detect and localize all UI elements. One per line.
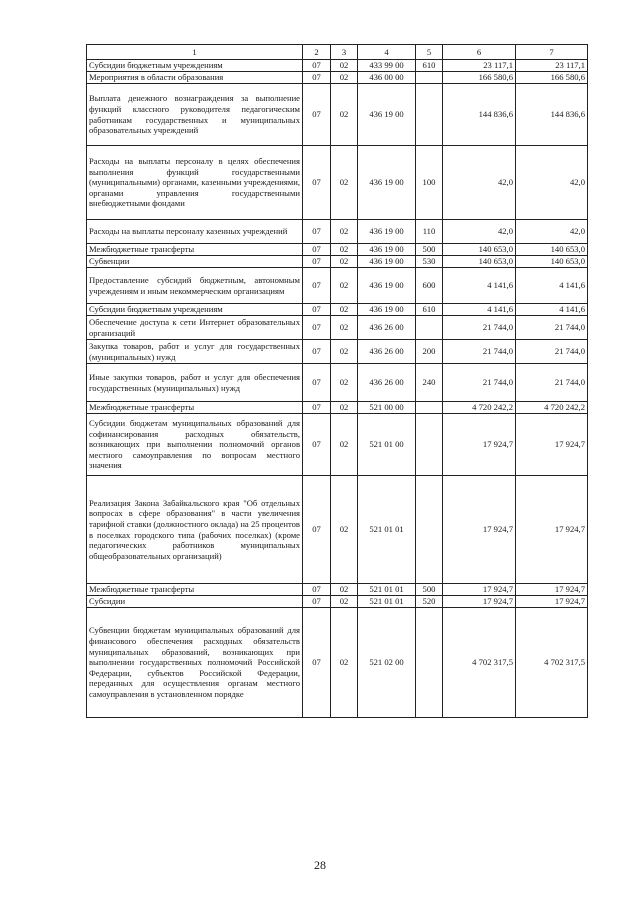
row-name: Иные закупки товаров, работ и услуг для обеспечения государственных (муниципальных) нужд	[87, 364, 303, 402]
row-target-article: 436 19 00	[358, 84, 416, 146]
row-amount-1: 4 702 317,5	[443, 608, 516, 718]
row-subsection: 02	[331, 340, 358, 364]
row-expense-type: 520	[416, 596, 443, 608]
row-target-article: 521 00 00	[358, 402, 416, 414]
row-subsection: 02	[331, 316, 358, 340]
row-section: 07	[303, 244, 331, 256]
row-subsection: 02	[331, 256, 358, 268]
row-amount-1: 42,0	[443, 220, 516, 244]
row-name: Мероприятия в области образования	[87, 72, 303, 84]
row-subsection: 02	[331, 84, 358, 146]
row-subsection: 02	[331, 268, 358, 304]
row-name: Расходы на выплаты персоналу казенных учреждений	[87, 220, 303, 244]
row-target-article: 436 19 00	[358, 146, 416, 220]
table-row	[87, 316, 588, 340]
header-cell: 2	[303, 45, 331, 60]
row-expense-type	[416, 402, 443, 414]
row-subsection: 02	[331, 402, 358, 414]
table-row	[87, 608, 588, 718]
row-target-article: 436 26 00	[358, 364, 416, 402]
row-expense-type	[416, 84, 443, 146]
row-name: Межбюджетные трансферты	[87, 244, 303, 256]
header-row	[87, 45, 588, 60]
table-row	[87, 476, 588, 584]
row-amount-1: 21 744,0	[443, 340, 516, 364]
row-name: Субвенции	[87, 256, 303, 268]
row-amount-1: 17 924,7	[443, 596, 516, 608]
row-name: Расходы на выплаты персоналу в целях обеспечения выполнения функций государственными (муниципальными) органами, казенными учреждениями, органами управления государственными внебюджетными фондами	[87, 146, 303, 220]
row-amount-1: 144 836,6	[443, 84, 516, 146]
row-amount-2: 4 720 242,2	[516, 402, 588, 414]
budget-table	[86, 44, 588, 718]
row-target-article: 436 19 00	[358, 304, 416, 316]
row-amount-2: 23 117,1	[516, 60, 588, 72]
row-section: 07	[303, 220, 331, 244]
row-name: Предоставление субсидий бюджетным, автономным учреждениям и иным некоммерческим организациям	[87, 268, 303, 304]
row-name: Субсидии бюджетным учреждениям	[87, 304, 303, 316]
row-expense-type	[416, 72, 443, 84]
row-amount-1: 42,0	[443, 146, 516, 220]
row-expense-type: 600	[416, 268, 443, 304]
row-amount-1: 4 141,6	[443, 268, 516, 304]
page-number: 28	[314, 858, 326, 872]
row-amount-2: 42,0	[516, 220, 588, 244]
table-body	[87, 60, 588, 718]
row-name: Субвенции бюджетам муниципальных образований для финансового обеспечения расходных обязательств муниципальных образований, возникающих при выполнении государственных полномочий Российской Федерации, субъектов Российской Федерации, переданных для осуществления органам местного самоуправления в установленном порядке	[87, 608, 303, 718]
row-target-article: 521 02 00	[358, 608, 416, 718]
row-target-article: 521 01 00	[358, 414, 416, 476]
row-name: Межбюджетные трансферты	[87, 584, 303, 596]
row-amount-1: 21 744,0	[443, 364, 516, 402]
row-subsection: 02	[331, 304, 358, 316]
header-cell: 6	[443, 45, 516, 60]
row-name: Межбюджетные трансферты	[87, 402, 303, 414]
header-cell: 7	[516, 45, 588, 60]
row-amount-1: 17 924,7	[443, 414, 516, 476]
table-row	[87, 256, 588, 268]
row-target-article: 436 26 00	[358, 316, 416, 340]
row-expense-type: 200	[416, 340, 443, 364]
table-row	[87, 84, 588, 146]
row-name: Закупка товаров, работ и услуг для государственных (муниципальных) нужд	[87, 340, 303, 364]
row-expense-type: 100	[416, 146, 443, 220]
row-amount-2: 144 836,6	[516, 84, 588, 146]
row-amount-1: 4 720 242,2	[443, 402, 516, 414]
row-expense-type: 500	[416, 244, 443, 256]
row-amount-2: 21 744,0	[516, 316, 588, 340]
row-subsection: 02	[331, 476, 358, 584]
row-name: Обеспечение доступа к сети Интернет образовательных организаций	[87, 316, 303, 340]
row-subsection: 02	[331, 146, 358, 220]
row-amount-2: 17 924,7	[516, 596, 588, 608]
row-amount-2: 4 702 317,5	[516, 608, 588, 718]
row-section: 07	[303, 402, 331, 414]
table-row	[87, 402, 588, 414]
row-expense-type	[416, 476, 443, 584]
row-subsection: 02	[331, 584, 358, 596]
row-target-article: 436 26 00	[358, 340, 416, 364]
row-subsection: 02	[331, 596, 358, 608]
header-cell: 1	[87, 45, 303, 60]
row-amount-2: 4 141,6	[516, 268, 588, 304]
row-subsection: 02	[331, 220, 358, 244]
row-amount-2: 140 653,0	[516, 256, 588, 268]
row-section: 07	[303, 268, 331, 304]
row-target-article: 436 00 00	[358, 72, 416, 84]
row-section: 07	[303, 340, 331, 364]
row-name: Субсидии бюджетным учреждениям	[87, 60, 303, 72]
row-amount-2: 21 744,0	[516, 364, 588, 402]
table-row	[87, 596, 588, 608]
table-row	[87, 60, 588, 72]
row-target-article: 436 19 00	[358, 256, 416, 268]
row-amount-2: 17 924,7	[516, 476, 588, 584]
row-expense-type: 110	[416, 220, 443, 244]
table-row	[87, 244, 588, 256]
row-subsection: 02	[331, 608, 358, 718]
table-row	[87, 584, 588, 596]
row-section: 07	[303, 476, 331, 584]
header-cell: 4	[358, 45, 416, 60]
row-expense-type	[416, 414, 443, 476]
row-expense-type: 240	[416, 364, 443, 402]
row-section: 07	[303, 584, 331, 596]
row-amount-2: 17 924,7	[516, 584, 588, 596]
row-subsection: 02	[331, 414, 358, 476]
table-header	[87, 45, 588, 60]
row-subsection: 02	[331, 60, 358, 72]
table-row	[87, 220, 588, 244]
row-target-article: 436 19 00	[358, 244, 416, 256]
row-expense-type: 610	[416, 304, 443, 316]
header-cell: 5	[416, 45, 443, 60]
row-amount-2: 42,0	[516, 146, 588, 220]
row-target-article: 521 01 01	[358, 584, 416, 596]
row-expense-type: 500	[416, 584, 443, 596]
row-amount-1: 4 141,6	[443, 304, 516, 316]
row-amount-1: 140 653,0	[443, 256, 516, 268]
row-section: 07	[303, 256, 331, 268]
row-target-article: 436 19 00	[358, 268, 416, 304]
row-section: 07	[303, 72, 331, 84]
row-subsection: 02	[331, 244, 358, 256]
row-amount-1: 17 924,7	[443, 476, 516, 584]
row-expense-type	[416, 608, 443, 718]
row-section: 07	[303, 414, 331, 476]
row-name: Реализация Закона Забайкальского края "Об отдельных вопросах в сфере образования" в части увеличения тарифной ставки (должностного оклада) на 25 процентов в поселках городского типа (рабочих поселках) (кроме педагогических работников муниципальных общеобразовательных организаций)	[87, 476, 303, 584]
header-cell: 3	[331, 45, 358, 60]
row-expense-type: 530	[416, 256, 443, 268]
table-row	[87, 340, 588, 364]
row-section: 07	[303, 60, 331, 72]
row-subsection: 02	[331, 72, 358, 84]
row-subsection: 02	[331, 364, 358, 402]
row-section: 07	[303, 146, 331, 220]
row-expense-type: 610	[416, 60, 443, 72]
row-section: 07	[303, 84, 331, 146]
row-target-article: 521 01 01	[358, 596, 416, 608]
row-section: 07	[303, 304, 331, 316]
row-amount-1: 21 744,0	[443, 316, 516, 340]
row-amount-1: 17 924,7	[443, 584, 516, 596]
row-amount-2: 17 924,7	[516, 414, 588, 476]
row-name: Выплата денежного вознаграждения за выполнение функций классного руководителя педагогическим работникам государственных и муниципальных образовательных учреждений	[87, 84, 303, 146]
row-name: Субсидии	[87, 596, 303, 608]
table-row	[87, 304, 588, 316]
row-target-article: 433 99 00	[358, 60, 416, 72]
table-row	[87, 414, 588, 476]
row-name: Субсидии бюджетам муниципальных образований для софинансирования расходных обязательств, возникающих при выполнении полномочий органов местного самоуправления по вопросам местного значения	[87, 414, 303, 476]
row-section: 07	[303, 596, 331, 608]
row-section: 07	[303, 316, 331, 340]
table-row	[87, 364, 588, 402]
row-amount-1: 166 580,6	[443, 72, 516, 84]
row-amount-2: 4 141,6	[516, 304, 588, 316]
row-amount-2: 140 653,0	[516, 244, 588, 256]
row-section: 07	[303, 608, 331, 718]
row-section: 07	[303, 364, 331, 402]
row-amount-1: 23 117,1	[443, 60, 516, 72]
row-amount-1: 140 653,0	[443, 244, 516, 256]
row-target-article: 521 01 01	[358, 476, 416, 584]
row-target-article: 436 19 00	[358, 220, 416, 244]
row-expense-type	[416, 316, 443, 340]
row-amount-2: 21 744,0	[516, 340, 588, 364]
row-amount-2: 166 580,6	[516, 72, 588, 84]
table-row	[87, 146, 588, 220]
table-row	[87, 268, 588, 304]
table-row	[87, 72, 588, 84]
